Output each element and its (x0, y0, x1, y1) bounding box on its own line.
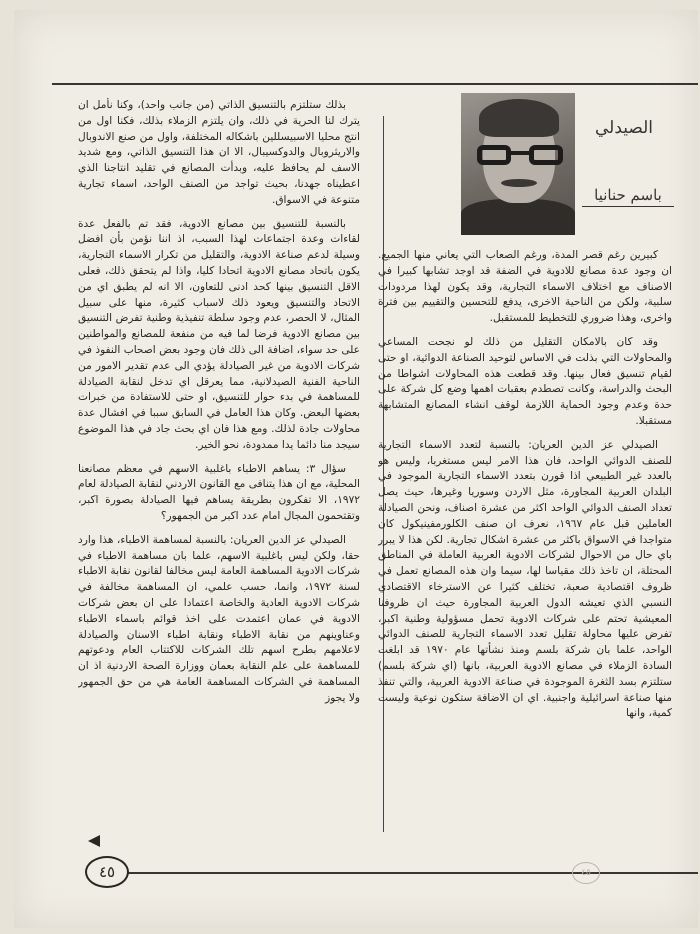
paragraph: بذلك ستلتزم بالتنسيق الذاتي (من جانب واحد)، وكنا نأمل ان يترك لنا الحرية في ذلك، وان يلتزم الزملاء بذلك، فكنا اول من انتج محليا الاسبيسللين باشكاله المختلفة، واول من صنع الاندوبال والاريثروبال والدوكسيبال، الا ان هذا التنسيق الذاتي، ومع شديد الاسف لم يحافظ عليه، وبدأت المصانع في تقليد انتاجنا الذي اعطيناه جهدنا، بحيث تواجد من الصنف الواحد، اسماء تجارية متنوعة في الاسواق. (78, 99, 360, 206)
paragraph: وقد كان بالامكان التقليل من ذلك لو نجحت المساعي والمحاولات التي بذلت في الاساس لتوحيد الصناعة الدوائية، او حتى لقيام تنسيق فعال بينها. وقد قطعت هذه المحاولات اشواطا من البحث والدراسة، وكانت تصطدم بعقبات اهمها وضع كل شركة على حدة وعدم وجود الحماية اللازمة لوقف انشاء المصانع المتشابهة مستقبلا. (378, 335, 672, 427)
author-name: الصيدلي (594, 118, 654, 138)
author-signature: باسم حنانيا (582, 186, 674, 207)
continue-arrow-icon (88, 835, 100, 847)
paragraph: كبيرين رغم قصر المدة، ورغم الصعاب التي يعاني منها الجميع. ان وجود عدة مصانع للادوية في الضفة قد اوجد تشابها كبيرا في الاصناف مع اختلاف الاسماء التجارية، وقد يكون لهذا مردودات سلبية، ولكن من الناحية الاخرى، يدفع للتحسين والتقييم بين فترة واخرى، وهذا ضروري للتخطيط للمستقبل. (378, 249, 672, 325)
question-paragraph: سؤال ٣: يساهم الاطباء باغلبية الاسهم في معظم مصانعنا المحلية، مع ان هذا يتنافى مع القانون الاردني لنقابة الصيادلة لعام ١٩٧٢، الا تفكرون بطريقة يساهم فيها الصيادلة بصورة اكبر، وتقتحمون المجال امام عدد اكبر من الجمهور؟ (78, 462, 360, 522)
paragraph: الصيدلي عز الدين العريان: بالنسبة لمساهمة الاطباء، هذا وارد حقا، ولكن ليس باغلبية الاسهم، علما بان مساهمة الاطباء في شركات الادوية المساهمة العامة ليس مخالفا لقانون نقابة الاطباء لسنة ١٩٧٢، وانما، حسب علمي، ان المساهمة مخالفة في شركات الادوية العادية والخاصة اعتمادا على ان بعض شركات الادوية في عمان اعتمدت على اخذ قوائم باسماء الاطباء وعناوينهم من نقابة الاطباء ونقابة اطباء الاسنان والصيادلة لاعلامهم بطرح اسهم تلك الشركات للاكتتاب العام ودعوتهم للمساهمة على علم النقابة بعمان ووزارة الصحة الاردنية اذ ان المساهمة في الشركات المساهمة العامة هي من حق الجمهور ولا يجوز (78, 533, 360, 704)
glasses-shape (477, 145, 563, 165)
faint-page-stamp: ٤٥ (572, 862, 600, 884)
top-rule (52, 83, 698, 85)
left-text-column (78, 98, 360, 834)
page-number: ٤٥ (85, 856, 129, 888)
paragraph: الصيدلي عز الدين العريان: بالنسبة لتعدد الاسماء التجارية للصنف الدوائي الواحد، فان هذا الامر ليس مستغربا، وليس هو بالعدد غير الطبيعي اذا قورن بتعدد الاسماء التجارية الموجود في البلدان العربية المجاورة، مثل الاردن وسوريا وغيرها، حيث يصل تعداد الصنف الدوائي الواحد اكثر من عشرة اصناف، ونحن الصيادلة العاملين قبل عام ١٩٦٧، نعرف ان صنف الكلورمفينيكول كان متواجدا في الاسواق باكثر من عشرة اشكال تجارية. لكن هذا لا يبرر باي حال من الاحوال لشركات الادوية العربية العاملة في المناطق المحتلة، ان تاخذ ذلك مقياسا لها، سيما وان هذه المصانع تعمل في ظروف اقتصادية صعبة، تختلف كثيرا عن الاسترخاء الاقتصادي النسبي الذي تعيشه الدول العربية المجاورة حيث ان ظروفنا المعيشية تحتم على شركات الادوية تحمل مسؤولية وطنية اكبر، تفرض عليها محاولة تقليل تعدد الاسماء التجارية للصنف الدوائي الواحد، علما بان شركة بلسم ومنذ نشأتها عام ١٩٧٠ قد ابلغت السادة الزملاء في مصانع الادوية العربية، بانها (اي شركة بلسم) ستلتزم بسد الثغرة الموجودة في صناعة الادوية العربية، والتي تنفذ منها صناعة اسرائيلية واجنبية. اي ان الاضافة ستكون نوعية وليست كمية، وانها (378, 438, 672, 720)
paragraph: بالنسبة للتنسيق بين مصانع الادوية، فقد تم بالفعل عدة لقاءات وعدة اجتماعات لهذا السبب، اذ اننا نؤمن بأن افضل وسيلة لدعم صناعة الادوية، والتقليل من تكرار الاسماء التجارية، يكون باتحاد مصانع الادوية اتحادا كليا، واذا لم يتحقق ذلك، فعلى الاقل التنسيق بينها كحد ادنى للتعاون، الا انه لم يطبق اي من الاتحاد والتنسيق ويعود ذلك لاسباب كثيرة، منها على سبيل المثال، لا الحصر، عدم وجود سلطة تنفيذية وطنية تفرض التنسيق بين مصانع الادوية فرضا لما فيه من منفعة للمصانع والمواطنين على حد سواء، اضافة الى ذلك فان وجود بعض اصحاب النفوذ في شركات الادوية من غير الصيادلة يؤدي الى عدم تقدير الامور من الناحية الفنية الصيدلانية، مما يعرقل اي تدخل لنقابة الصيادلة للمساهمة في بدء حوار للتنسيق، او حتى للاستفادة من خبرات بعضها البعض. وكان هذا العامل في السابق سببا في افشال عدة محاولات جادة لذلك. ومع هذا فان اي بحث جاد في هذا الموضوع سيجد منا دائما يدا ممدودة، نحو الخير. (78, 217, 360, 451)
bottom-rule (98, 872, 698, 874)
author-photo (461, 93, 575, 235)
right-text-column (378, 248, 672, 844)
